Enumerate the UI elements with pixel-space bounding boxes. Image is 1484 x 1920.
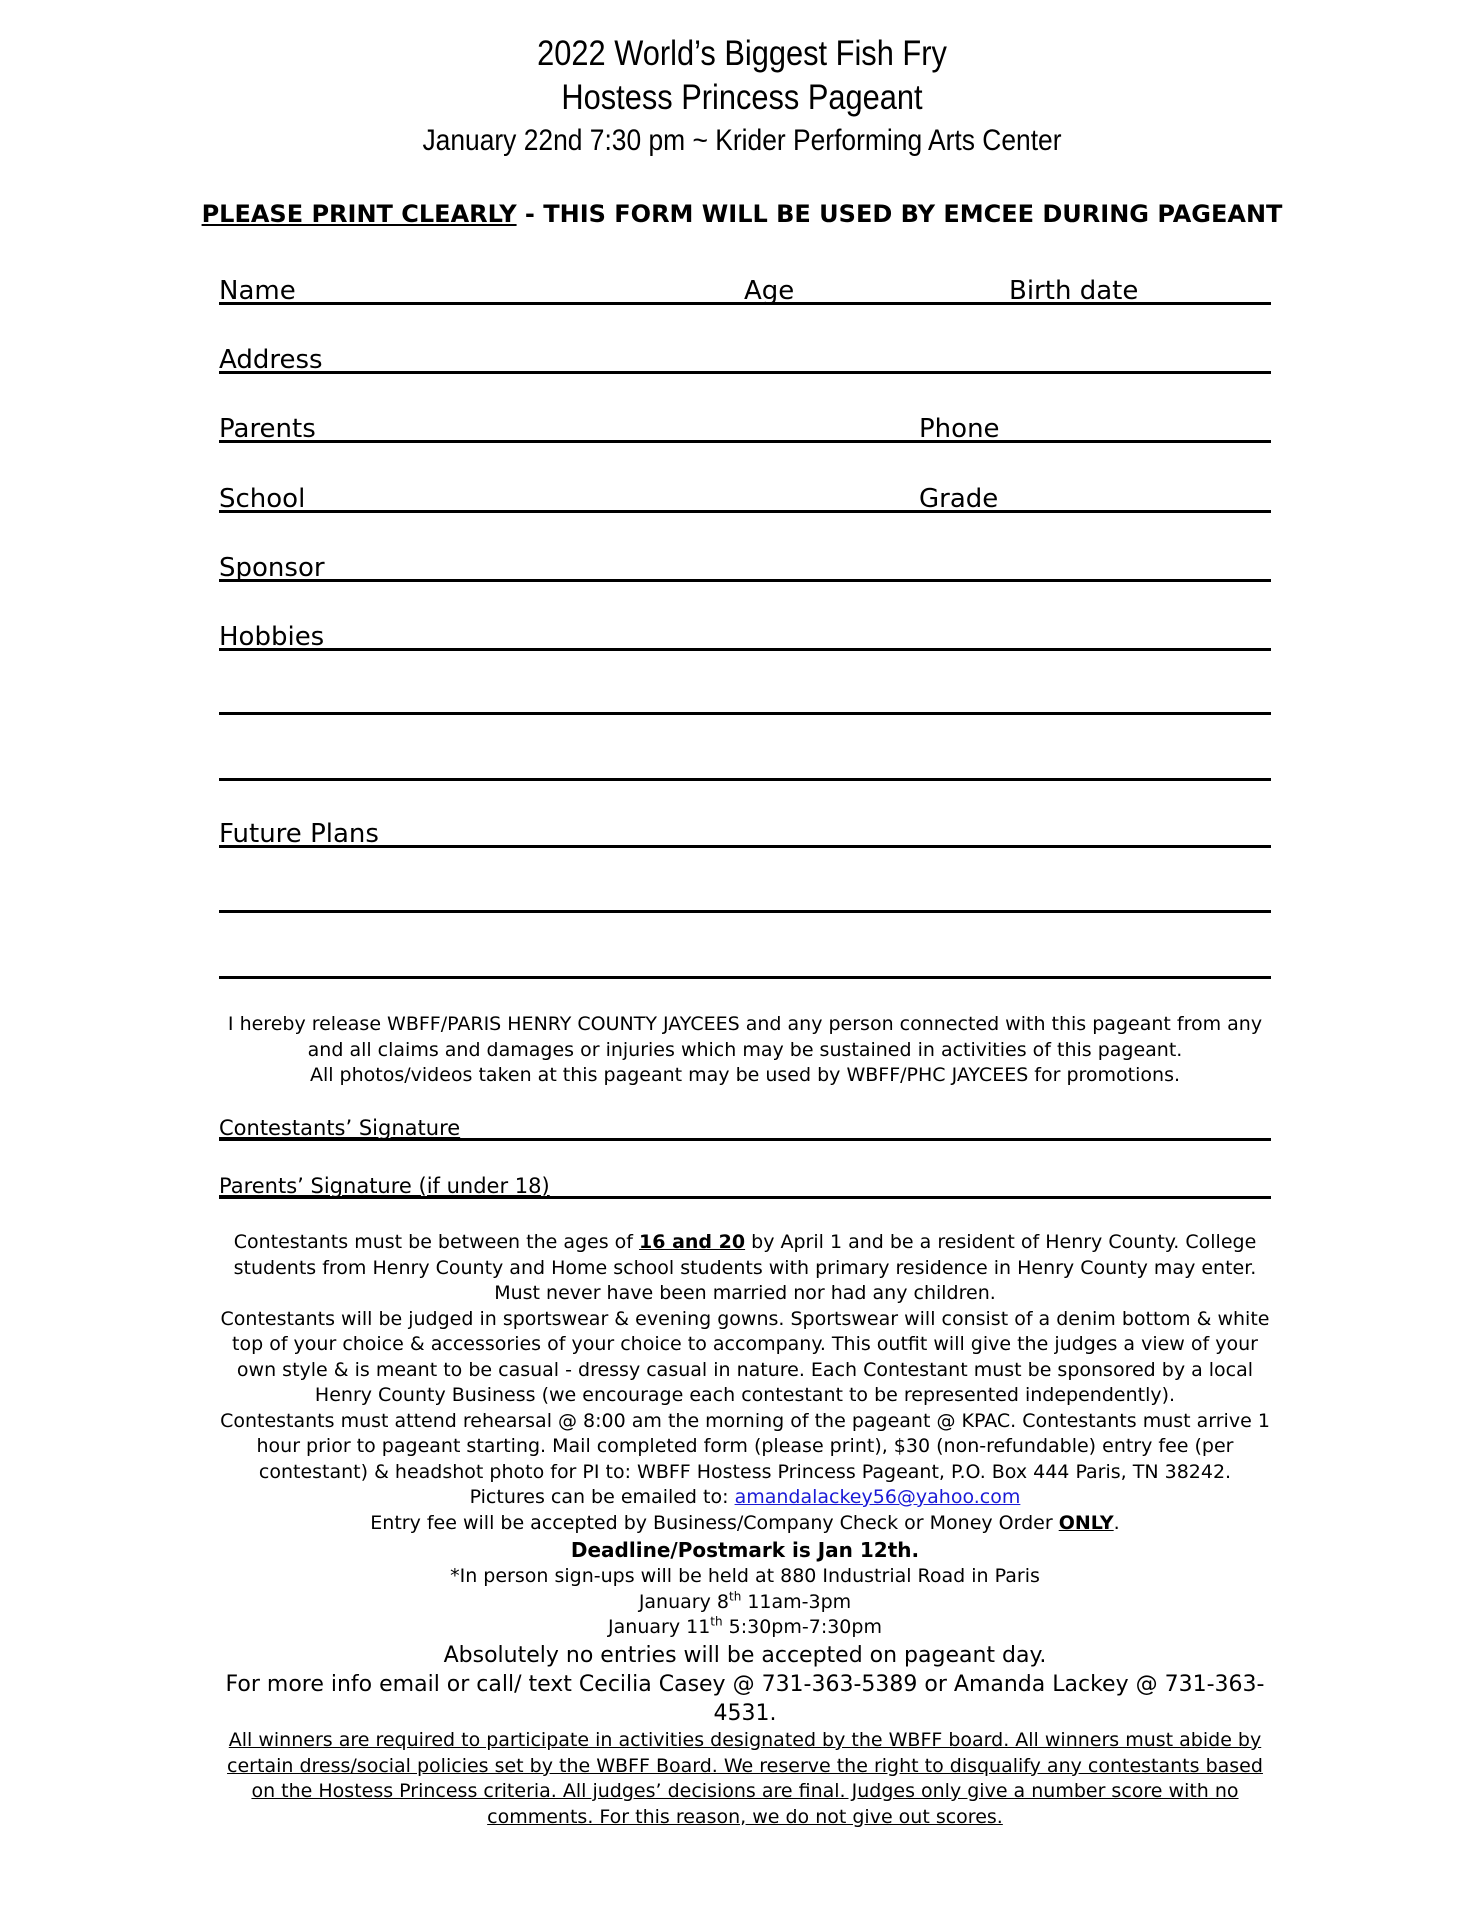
future-plans-blank-line-1[interactable] — [219, 910, 1271, 913]
rehearsal-text: Contestants must attend rehearsal @ 8:00 am the morning of the pageant @ KPAC. Contestants must arrive 1 hour prior to pageant starting. Mail completed form (please print), $30 (non-refundable) entry fee (per contestant) & headshot photo for PI to: WBFF Hostess Princess Pageant, P.O. Box 444 Paris, TN 38242. Pictures can be emailed to: — [220, 1409, 1270, 1508]
hobbies-blank-line-1[interactable] — [219, 712, 1271, 715]
signup-date-1-day: January 8 — [638, 1590, 729, 1613]
event-details: January 22nd 7:30 pm ~ Krider Performing Arts Center — [422, 124, 1062, 157]
address-field[interactable] — [219, 331, 1271, 374]
pageant-title: 2022 World’s Biggest Fish Fry — [537, 34, 947, 73]
notice-underlined: PLEASE PRINT CLEARLY — [201, 200, 517, 228]
eligibility-text-post: by April 1 and be a resident of Henry County. College students from Henry County and Home school students with primary residence in Henry County may enter. Must never have been married nor had any children. — [233, 1231, 1257, 1304]
future-plans-field[interactable] — [219, 805, 1271, 848]
release-line-3: All photos/videos taken at this pageant may be used by WBFF/PHC JAYCEES for promotions. — [309, 1064, 1181, 1086]
notice-rest: - THIS FORM WILL BE USED BY EMCEE DURING PAGEANT — [516, 200, 1283, 228]
eligibility-text-pre: Contestants must be between the ages of — [233, 1231, 640, 1253]
entry-fee-period: . — [1113, 1511, 1120, 1534]
address-label: Address — [219, 345, 323, 375]
hobbies-blank-line-2[interactable] — [219, 778, 1271, 781]
print-clearly-notice — [0, 200, 1484, 228]
release-statement — [219, 1012, 1271, 1089]
pageant-header — [0, 32, 1484, 162]
future-plans-blank-line-2[interactable] — [219, 976, 1271, 979]
hobbies-field[interactable] — [219, 608, 1271, 651]
no-entries-notice: Absolutely no entries will be accepted on pageant day. — [443, 1642, 1047, 1668]
parent-signature-field[interactable] — [219, 1166, 1271, 1199]
sponsor-label: Sponsor — [219, 553, 325, 583]
signup-date-2-time: 5:30pm-7:30pm — [722, 1616, 882, 1638]
age-label: Age — [744, 276, 795, 306]
signup-date-1-time: 11am-3pm — [741, 1590, 852, 1613]
signup-date-2-day: January 11 — [608, 1616, 711, 1638]
only-emphasis: ONLY — [1058, 1511, 1114, 1534]
email-link[interactable]: amandalackey56@yahoo.com — [734, 1486, 1021, 1508]
in-person-signups: *In person sign-ups will be held at 880 Industrial Road in Paris — [450, 1565, 1040, 1587]
name-age-birthdate-row[interactable] — [219, 262, 1271, 305]
winners-policy: All winners are required to participate in activities designated by the WBFF board. All winners must abide by certain dress/social policies set by the WBFF Board. We reserve the right to disqualify any contestants based on the Hostess Princess criteria. All judges’ decisions are final. Judges only give a number score with no comments. For this reason, we do not give out scores. — [227, 1729, 1263, 1828]
signup-date-1-suffix: th — [728, 1589, 742, 1604]
rules-section — [219, 1230, 1271, 1728]
parent-signature-label: Parents’ Signature (if under 18) — [219, 1174, 550, 1198]
grade-label: Grade — [919, 484, 999, 514]
future-plans-label: Future Plans — [219, 819, 379, 849]
hobbies-label: Hobbies — [219, 622, 325, 652]
release-line-2: and all claims and damages or injuries which may be sustained in activities of this pageant. — [307, 1038, 1183, 1061]
sponsor-field[interactable] — [219, 539, 1271, 582]
signup-date-2-suffix: th — [710, 1614, 723, 1629]
contestant-signature-field[interactable] — [219, 1108, 1271, 1141]
deadline: Deadline/Postmark is Jan 12th. — [570, 1538, 920, 1562]
release-line-1: I hereby release WBFF/PARIS HENRY COUNTY JAYCEES and any person connected with this pageant from any — [227, 1013, 1263, 1035]
age-range: 16 and 20 — [639, 1231, 746, 1253]
signup-date-1 — [219, 1590, 1271, 1616]
signup-date-2 — [219, 1615, 1271, 1641]
rehearsal-paragraph — [219, 1409, 1271, 1511]
eligibility-paragraph — [219, 1230, 1271, 1307]
phone-label: Phone — [919, 414, 1000, 444]
pageant-subtitle: Hostess Princess Pageant — [561, 78, 923, 117]
entry-fee-text: Entry fee will be accepted by Business/Company Check or Money Order — [370, 1511, 1059, 1534]
parents-label: Parents — [219, 414, 316, 444]
judging-paragraph: Contestants will be judged in sportswear & evening gowns. Sportswear will consist of a denim bottom & white top of your choice & accessories of your choice to accompany. This outfit will give the judges a view of your own style & is meant to be casual - dressy casual in nature. Each Contestant must be sponsored by a local Henry County Business (we encourage each contestant to be represented independently). — [220, 1307, 1270, 1406]
name-label: Name — [219, 276, 296, 306]
parents-phone-row[interactable] — [219, 400, 1271, 443]
school-grade-row[interactable] — [219, 470, 1271, 513]
birth-date-label: Birth date — [1009, 276, 1139, 306]
school-label: School — [219, 484, 306, 514]
entry-fee-paragraph — [219, 1511, 1271, 1537]
contact-info: For more info email or call/ text Cecilia Casey @ 731-363-5389 or Amanda Lackey @ 731-363-4531. — [225, 1671, 1265, 1726]
contestant-signature-label: Contestants’ Signature — [219, 1116, 461, 1140]
